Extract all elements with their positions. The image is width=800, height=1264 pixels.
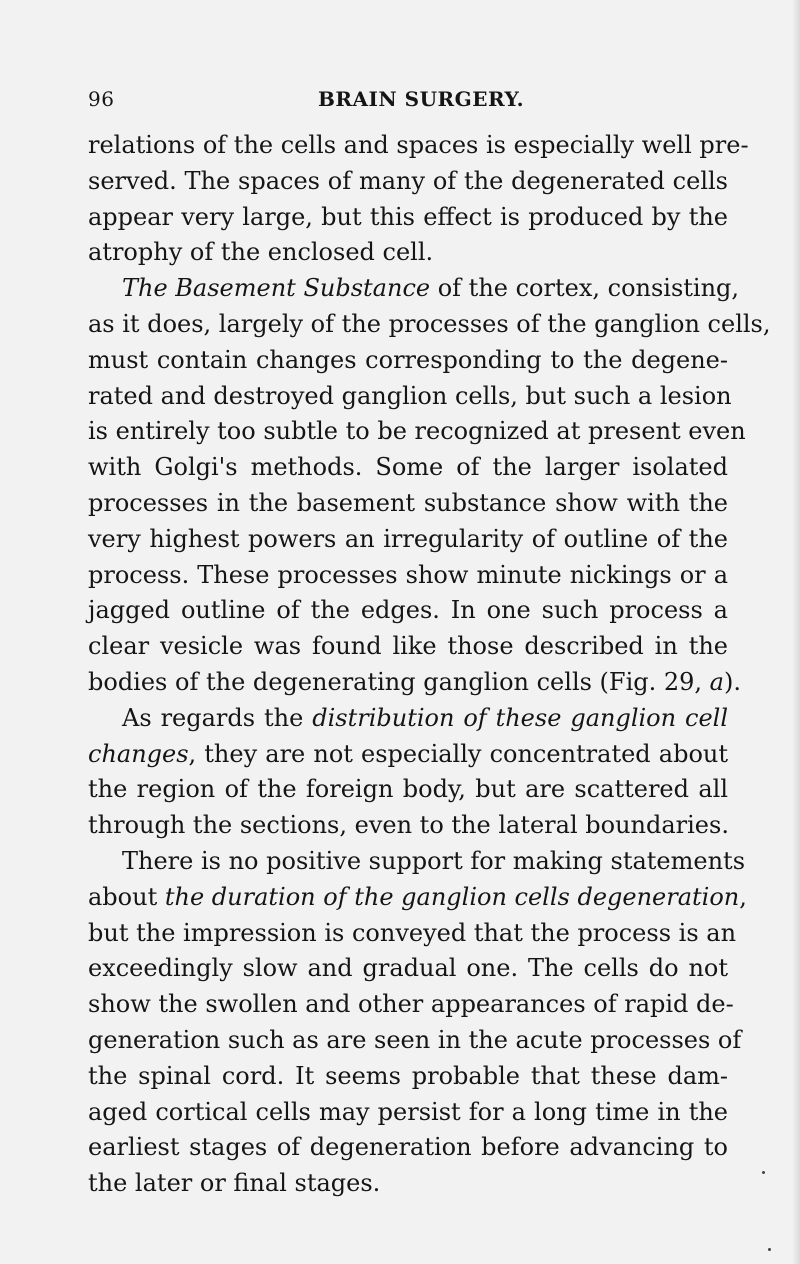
text-line: served. The spaces of many of the degenerated cells — [88, 166, 728, 195]
italic-phrase: changes — [88, 739, 189, 768]
text-line: is entirely too subtle to be recognized at present even — [88, 417, 746, 446]
page-number: 96 — [88, 87, 115, 111]
text-line: processes in the basement substance show with the — [88, 488, 728, 517]
print-speck — [762, 1171, 765, 1174]
page-body — [88, 128, 771, 1202]
text-line: the region of the foreign body, but are scattered all — [88, 775, 728, 804]
text-line: bodies of the degenerating ganglion cells (Fig. 29, a). — [88, 667, 741, 696]
text-line: must contain changes corresponding to the degene- — [88, 345, 728, 374]
text-line: atrophy of the enclosed cell. — [88, 238, 434, 267]
text-line: There is no positive support for making statements — [122, 846, 746, 875]
text-line: jagged outline of the edges. In one such process a — [88, 596, 728, 625]
text-line: the spinal cord. It seems probable that these dam- — [88, 1061, 728, 1090]
running-head: BRAIN SURGERY. — [318, 87, 525, 111]
text-line: the later or final stages. — [88, 1169, 381, 1198]
page-header — [88, 84, 728, 114]
italic-heading: The Basement Substance — [122, 274, 431, 303]
text-line: aged cortical cells may persist for a long time in the — [88, 1097, 728, 1126]
text-line: As regards the distribution of these ganglion cell — [122, 703, 728, 732]
text-line: show the swollen and other appearances of rapid de- — [88, 990, 734, 1019]
text-line: earliest stages of degeneration before advancing to — [88, 1133, 728, 1162]
text-line: exceedingly slow and gradual one. The cells do not — [88, 954, 728, 983]
text-line: very highest powers an irregularity of outline of the — [88, 524, 728, 553]
text-line: as it does, largely of the processes of the ganglion cells, — [88, 309, 771, 338]
text-line: rated and destroyed ganglion cells, but such a lesion — [88, 381, 732, 410]
italic-phrase: the duration of the ganglion cells degeneration — [164, 882, 740, 911]
text-line: through the sections, even to the lateral boundaries. — [88, 811, 729, 840]
text-line: relations of the cells and spaces is especially well pre- — [88, 131, 749, 159]
page-edge-shadow — [792, 0, 800, 1264]
text-line: with Golgi's methods. Some of the larger isolated — [88, 453, 728, 482]
print-speck — [768, 1248, 771, 1251]
text-line: The Basement Substance of the cortex, consisting, — [122, 274, 740, 303]
italic-phrase: distribution of these ganglion cell — [312, 703, 728, 732]
text-line: process. These processes show minute nickings or a — [88, 560, 728, 589]
text-line: clear vesicle was found like those described in the — [88, 632, 728, 661]
text-line: changes, they are not especially concentrated about — [88, 739, 728, 768]
text-line: but the impression is conveyed that the process is an — [88, 918, 737, 947]
text-line: appear very large, but this effect is produced by the — [88, 202, 728, 231]
text-line: about the duration of the ganglion cells degeneration, — [88, 882, 747, 911]
text-line: generation such as are seen in the acute processes of — [88, 1025, 742, 1054]
